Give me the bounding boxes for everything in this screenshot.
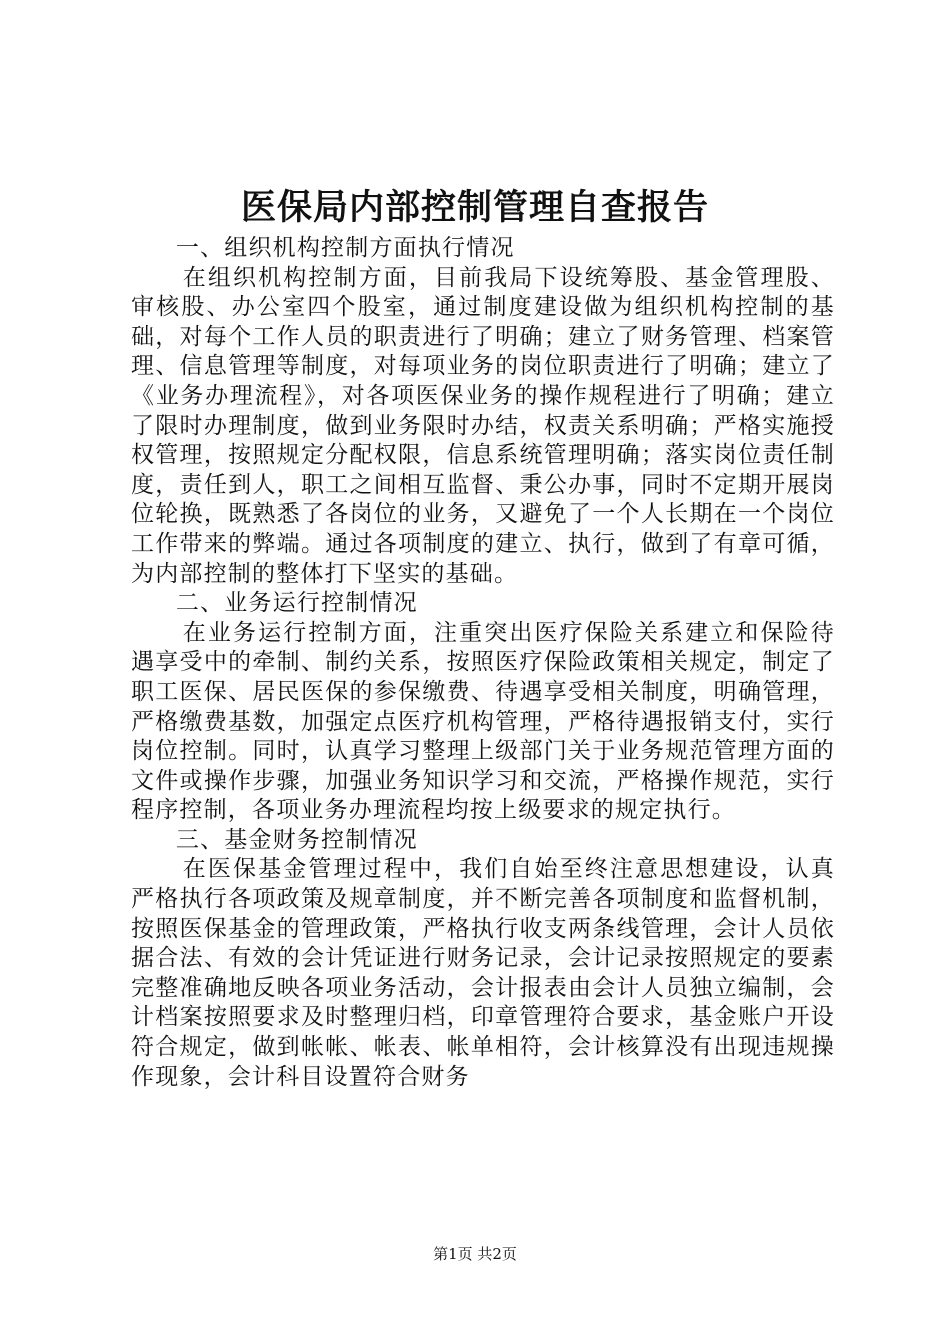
section-paragraph-1: 在组织机构控制方面，目前我局下设统筹股、基金管理股、审核股、办公室四个股室，通过制度建设做为组织机构控制的基础，对每个工作人员的职责进行了明确；建立了财务管理、档案管理、信息管理等制度，对每项业务的岗位职责进行了明确；建立了《业务办理流程》，对各项医保业务的操作规程进行了明确；建立了限时办理制度，做到业务限时办结，权责关系明确；严格实施授权管理，按照规定分配权限，信息系统管理明确；落实岗位责任制度，责任到人，职工之间相互监督、秉公办事，同时不定期开展岗位轮换，既熟悉了各岗位的业务，又避免了一个人长期在一个岗位工作带来的弊端。通过各项制度的建立、执行，做到了有章可循，为内部控制的整体打下坚实的基础。 — [131, 264, 835, 587]
page-number-footer: 第1页 共2页 — [433, 1245, 517, 1263]
section-heading-2: 二、业务运行控制情况 — [175, 590, 418, 617]
document-body — [131, 234, 835, 1092]
section-heading-1: 一、组织机构控制方面执行情况 — [175, 235, 515, 261]
section-heading-3: 三、基金财务控制情况 — [175, 826, 418, 853]
document-title: 医保局内部控制管理自查报告 — [240, 187, 709, 228]
section-paragraph-2: 在业务运行控制方面，注重突出医疗保险关系建立和保险待遇享受中的牵制、制约关系，按照医疗保险政策相关规定，制定了职工医保、居民医保的参保缴费、待遇享受相关制度，明确管理，严格缴费基数，加强定点医疗机构管理，严格待遇报销支付，实行岗位控制。同时，认真学习整理上级部门关于业务规范管理方面的文件或操作步骤，加强业务知识学习和交流，严格操作规范，实行程序控制，各项业务办理流程均按上级要求的规定执行。 — [131, 619, 835, 824]
section-paragraph-3: 在医保基金管理过程中，我们自始至终注意思想建设，认真严格执行各项政策及规章制度，并不断完善各项制度和监督机制，按照医保基金的管理政策，严格执行收支两条线管理，会计人员依据合法、有效的会计凭证进行财务记录，会计记录按照规定的要素完整准确地反映各项业务活动，会计报表由会计人员独立编制，会计档案按照要求及时整理归档，印章管理符合要求，基金账户开设符合规定，做到帐帐、帐表、帐单相符，会计核算没有出现违规操作现象，会计科目设置符合财务 — [131, 856, 835, 1090]
